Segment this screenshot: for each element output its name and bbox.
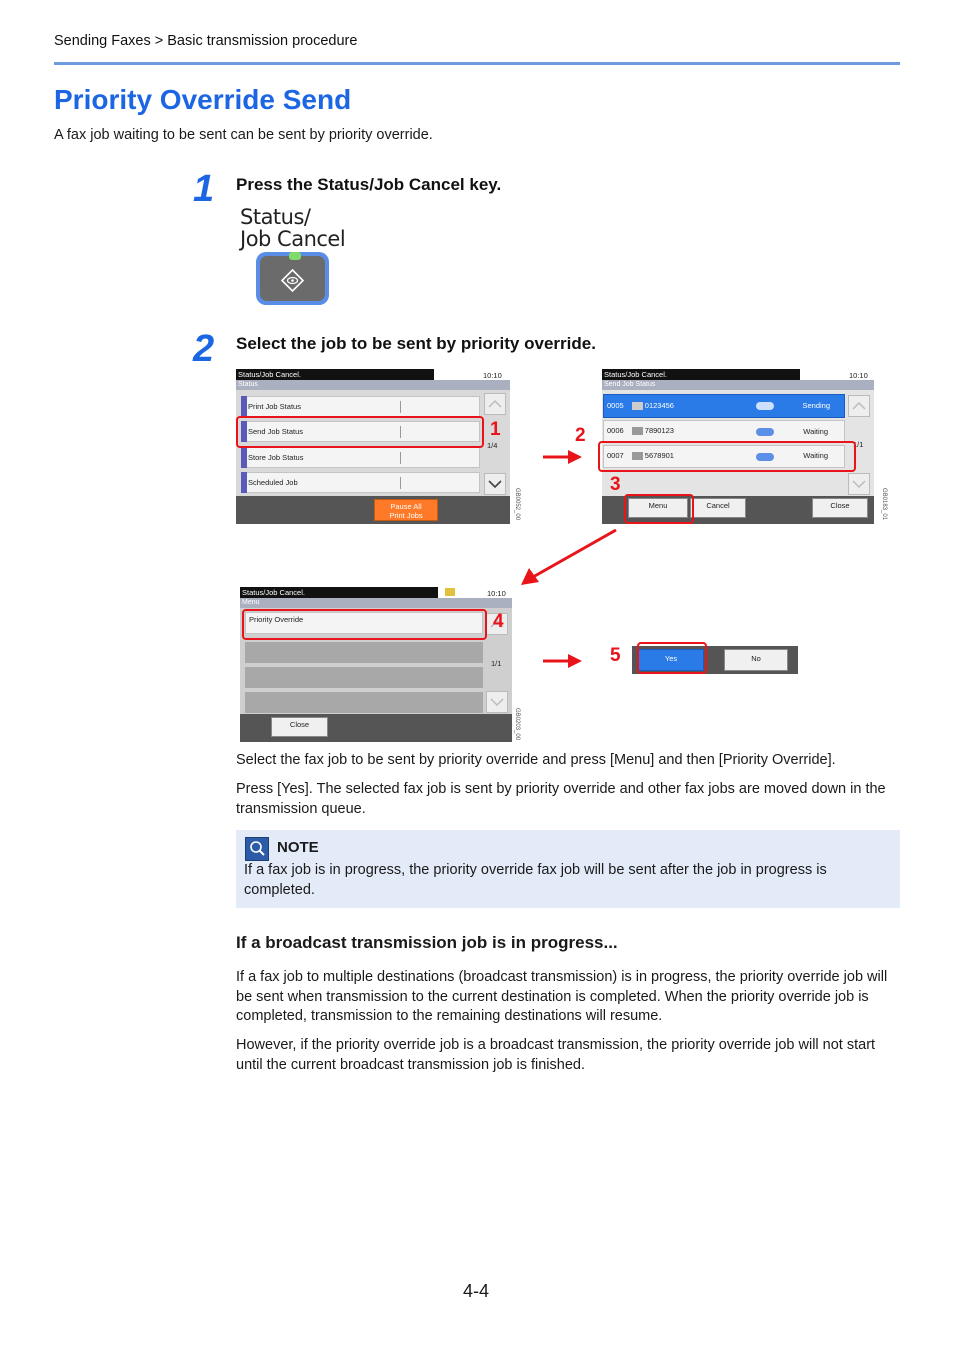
close-button[interactable]: Close: [812, 498, 868, 518]
menu-button[interactable]: Menu: [628, 498, 688, 518]
job-id: 0005: [607, 401, 624, 410]
close-button[interactable]: Close: [271, 717, 328, 737]
cancel-button[interactable]: Cancel: [690, 498, 746, 518]
job-id: 0007: [607, 451, 624, 460]
highlight-box-2: [598, 441, 856, 472]
section-subheading: If a broadcast transmission job is in progress...: [236, 933, 618, 952]
screen-code: GB0203_00: [514, 708, 520, 741]
note-label: NOTE: [277, 839, 319, 856]
empty-row: [245, 667, 483, 688]
status-item-print-job[interactable]: [241, 396, 480, 417]
step-heading-2: Select the job to be sent by priority override.: [236, 334, 596, 353]
job-progress-icon: [756, 428, 774, 436]
diamond-eye-icon: [260, 256, 325, 301]
pause-label-line1: Pause All: [390, 502, 422, 511]
yes-label: Yes: [664, 654, 678, 663]
highlight-box-4: [242, 609, 487, 640]
pause-label-line2: Print Jobs: [389, 511, 423, 520]
page-indicator: 1/1: [853, 440, 864, 449]
step-number-2: 2: [193, 328, 213, 370]
clock: 10:10: [487, 589, 506, 598]
job-progress-icon: [756, 402, 774, 410]
scroll-down-button[interactable]: [484, 473, 506, 495]
screen-title-bar: Status/Job Cancel.: [236, 369, 434, 380]
note-text: If a fax job is in progress, the priority override fax job will be sent after the job in progress is completed.: [244, 862, 827, 898]
page-indicator: 1/4: [487, 441, 498, 450]
step-number-1: 1: [193, 168, 213, 210]
status-item-label: Print Job Status: [248, 402, 301, 411]
arrow-right-icon: [540, 649, 585, 674]
scroll-down-button[interactable]: [848, 473, 870, 495]
job-destination: 5678901: [644, 451, 674, 460]
step-heading-1: Press the Status/Job Cancel key.: [236, 175, 502, 194]
status-item-scheduled-job[interactable]: [241, 472, 480, 493]
status-item-label: Scheduled Job: [248, 478, 298, 487]
screen-code: GB0183_01: [881, 488, 887, 521]
scroll-up-button[interactable]: [848, 395, 870, 417]
no-button[interactable]: No: [724, 649, 788, 671]
magnifier-icon: [246, 838, 268, 860]
fax-icon: [632, 402, 643, 410]
arrow-right-icon: [540, 445, 585, 470]
key-label-line1: Status/: [240, 205, 311, 229]
job-destination: 7890123: [644, 426, 674, 435]
chevron-down-icon: [485, 474, 505, 494]
job-status: Waiting: [803, 451, 828, 460]
page-number: 4-4: [463, 1281, 490, 1301]
callout-1: 1: [490, 419, 501, 440]
breadcrumb: Sending Faxes > Basic transmission procedure: [54, 33, 358, 49]
callout-5: 5: [610, 645, 621, 666]
job-row-0006[interactable]: [603, 420, 845, 443]
job-row-0005[interactable]: [603, 394, 845, 418]
screen-title-bar: Status/Job Cancel.: [240, 587, 438, 598]
status-item-store-job[interactable]: [241, 447, 480, 468]
screen-subtitle: Send Job Status: [602, 380, 874, 390]
note-icon: [245, 837, 269, 861]
screen-subtitle: Status: [236, 380, 510, 390]
status-item-label: Store Job Status: [248, 453, 304, 462]
chevron-down-icon: [487, 692, 507, 712]
empty-row: [245, 642, 483, 663]
clock: 10:10: [483, 371, 502, 380]
key-label-line2: Job Cancel: [240, 227, 346, 251]
highlight-box-5: [637, 642, 707, 674]
callout-2: 2: [575, 425, 586, 446]
status-job-cancel-key[interactable]: [256, 252, 329, 305]
key-face: [260, 256, 325, 301]
screen-title-bar: Status/Job Cancel.: [602, 369, 800, 380]
page-indicator: 1/1: [491, 659, 502, 668]
screen-code: GB0052_00: [514, 488, 520, 521]
chevron-up-icon: [849, 396, 869, 416]
job-destination: 0123456: [644, 401, 674, 410]
highlight-box-3: [624, 494, 694, 524]
priority-override-item[interactable]: Priority Override: [245, 612, 483, 634]
highlight-box-1: [236, 416, 484, 448]
printer-status-icon: [445, 588, 455, 596]
screen-subtitle: Menu: [240, 598, 512, 608]
paragraph-select-job: Select the fax job to be sent by priority override and press [Menu] and then [Priority Override].: [236, 752, 836, 768]
key-label: [240, 206, 345, 250]
scroll-up-button[interactable]: [484, 393, 506, 415]
chevron-down-icon: [849, 474, 869, 494]
job-id: 0006: [607, 426, 624, 435]
pause-all-print-jobs-button[interactable]: [374, 499, 438, 521]
header-rule: [54, 62, 900, 65]
intro-text: A fax job waiting to be sent can be sent by priority override.: [54, 127, 433, 143]
job-status: Sending: [802, 401, 830, 410]
paragraph-press-yes: Press [Yes]. The selected fax job is sent by priority override and other fax jobs are moved down in the transmission queue.: [236, 781, 886, 817]
fax-icon: [632, 427, 643, 435]
screen-footer: [236, 496, 510, 524]
arrow-diagonal-icon: [515, 527, 620, 589]
scroll-down-button[interactable]: [486, 691, 508, 713]
callout-3: 3: [610, 474, 621, 495]
chevron-up-icon: [485, 394, 505, 414]
callout-4: 4: [493, 611, 504, 632]
clock: 10:10: [849, 371, 868, 380]
job-status: Waiting: [803, 427, 828, 436]
page-title: Priority Override Send: [54, 84, 352, 115]
status-item-label: Send Job Status: [248, 427, 304, 436]
paragraph-broadcast-however: However, if the priority override job is a broadcast transmission, the priority override job will not start until the current broadcast transmission job is finished.: [236, 1037, 876, 1073]
paragraph-broadcast: If a fax job to multiple destinations (broadcast transmission) is in progress, the priority override job will be sent when transmission to the current destination is completed. When the priority override job is completed, transmission to the remaining destinations will resume.: [236, 969, 888, 1024]
empty-row: [245, 692, 483, 713]
